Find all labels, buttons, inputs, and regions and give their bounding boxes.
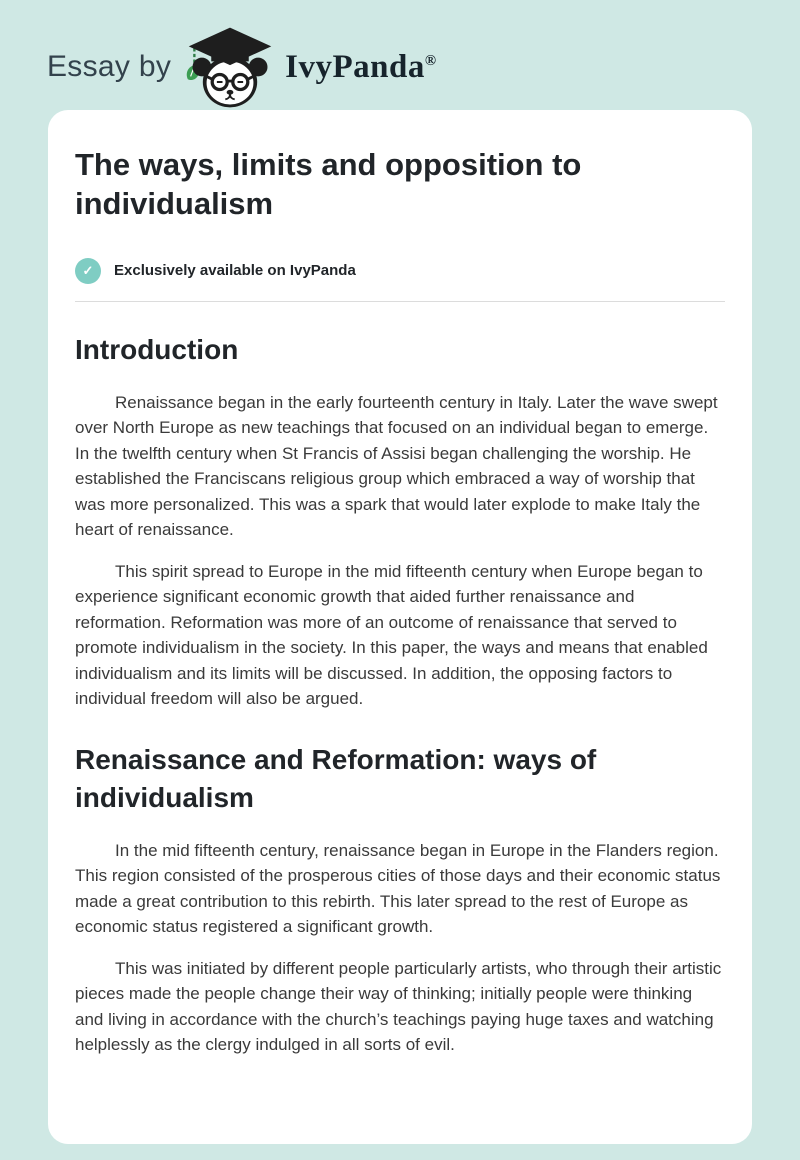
paragraph: This spirit spread to Europe in the mid fifteenth century when Europe began to experience significant economic growth that aided further renaissance and reformation. Reformation was more of an outcome of renaissance that served to promote individualism in the society. In this paper, the ways and means that enabled individualism and its limits will be discussed. In addition, the opposing factors to individual freedom will also be argued. [75,561,708,709]
paragraph: This was initiated by different people particularly artists, who through their artistic pieces made the people change their way of thinking; initially people were thinking and living in accordance with the church’s teachings paying huge taxes and watching helplessly as the clergy indulged in all sorts of evil. [75,958,722,1055]
paragraph: Renaissance began in the early fourteenth century in Italy. Later the wave swept over North Europe as new teachings that focused on an individual began to emerge. In the twelfth century when St Francis of Assisi began challenging the worship. He established the Franciscans religious group which embraced a way of worship that was more personalized. This was a spark that would later explode to make Italy the heart of renaissance. [75,392,718,540]
essay-title: The ways, limits and opposition to individualism [75,147,582,221]
section-heading-renaissance-reformation: Renaissance and Reformation: ways of individualism [75,743,597,813]
check-icon: ✓ [75,258,101,284]
brand-logo-text [285,49,436,86]
section-heading-introduction: Introduction [75,333,239,365]
essay-card [48,110,752,1144]
brand-name: IvyPanda [285,48,425,85]
essay-by-label: Essay by [47,50,172,83]
divider [75,301,725,302]
panda-graduate-icon [185,24,275,110]
page-header [0,0,800,110]
availability-badge-label: Exclusively available on IvyPanda [114,262,356,279]
registered-mark: ® [424,52,437,69]
paragraph: In the mid fifteenth century, renaissance began in Europe in the Flanders region. This region consisted of the prosperous cities of those days and their economic status made a great contribution to this rebirth. This later spread to the rest of Europe as economic status registered a significant growth. [75,840,721,937]
availability-badge [75,258,725,284]
